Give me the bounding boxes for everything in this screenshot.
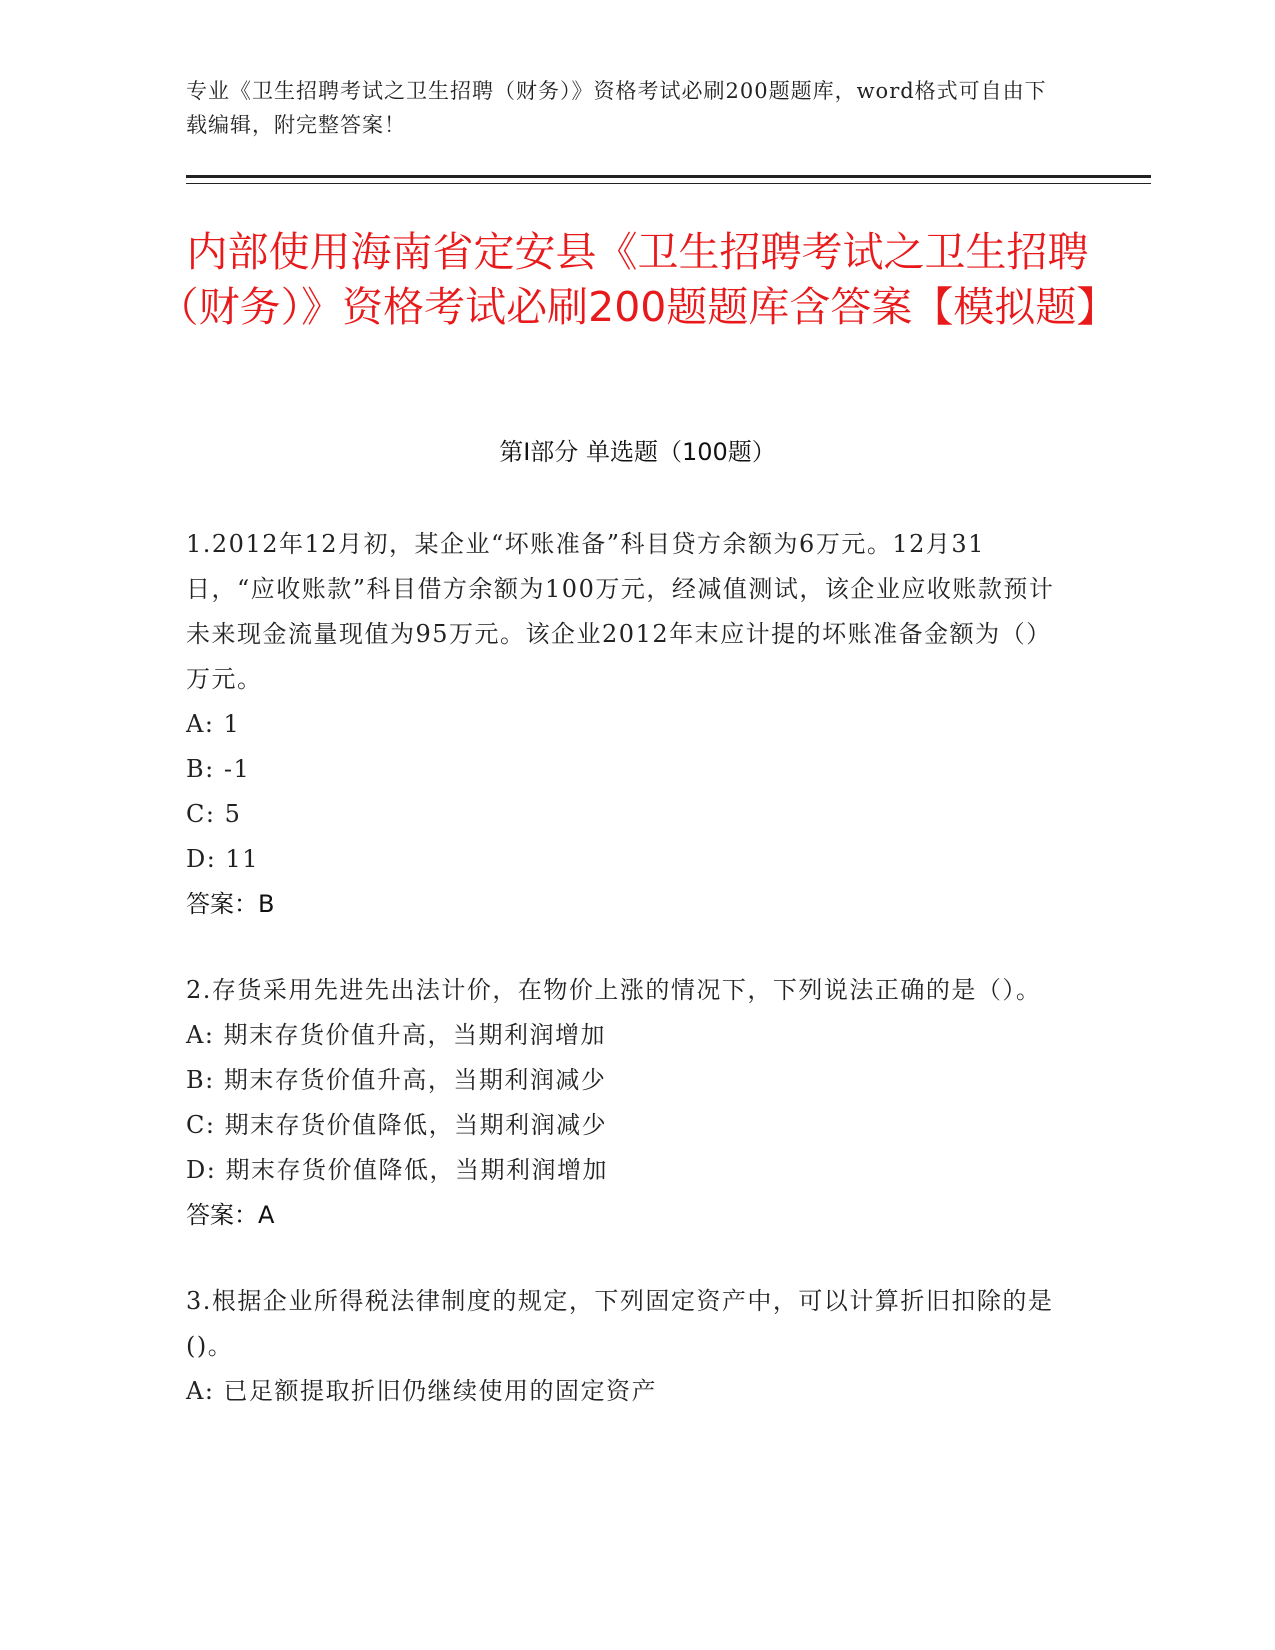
question-3 bbox=[186, 1279, 1066, 1414]
option-d: D: 期末存货价值降低，当期利润增加 bbox=[186, 1156, 608, 1184]
option-b: B: -1 bbox=[186, 755, 251, 783]
question-spacer bbox=[186, 1238, 1066, 1279]
question-stem: 3.根据企业所得税法律制度的规定，下列固定资产中，可以计算折旧扣除的是()。 bbox=[186, 1287, 1054, 1360]
header-rule-thin bbox=[186, 183, 1151, 184]
answer-line: 答案：A bbox=[186, 1201, 275, 1229]
header-rule-thick bbox=[186, 175, 1151, 178]
option-a: A: 1 bbox=[186, 710, 241, 738]
option-a: A: 期末存货价值升高，当期利润增加 bbox=[186, 1021, 607, 1049]
option-d: D: 11 bbox=[186, 845, 259, 873]
option-c: C: 期末存货价值降低，当期利润减少 bbox=[186, 1111, 608, 1139]
option-c: C: 5 bbox=[186, 800, 242, 828]
question-1 bbox=[186, 522, 1066, 927]
option-b: B: 期末存货价值升高，当期利润减少 bbox=[186, 1066, 607, 1094]
header-note: 专业《卫生招聘考试之卫生招聘（财务）》资格考试必刷200题题库，word格式可自由下载编辑，附完整答案！ bbox=[186, 79, 1047, 137]
question-spacer bbox=[186, 927, 1066, 968]
section-heading: 第I部分 单选题（100题） bbox=[499, 438, 776, 466]
answer-line: 答案：B bbox=[186, 890, 275, 918]
question-list bbox=[186, 522, 1066, 1414]
question-stem: 1.2012年12月初，某企业“坏账准备”科目贷方余额为6万元。12月31日，“应收账款”科目借方余额为100万元，经减值测试，该企业应收账款预计未来现金流量现值为95万元。该企业2012年末应计提的坏账准备金额为（）万元。 bbox=[186, 530, 1055, 693]
question-stem: 2.存货采用先进先出法计价，在物价上涨的情况下，下列说法正确的是（）。 bbox=[186, 976, 1042, 1004]
document-title: 内部使用海南省定安县《卫生招聘考试之卫生招聘（财务）》资格考试必刷200题题库含答案【模拟题】 bbox=[157, 228, 1118, 331]
option-a: A: 已足额提取折旧仍继续使用的固定资产 bbox=[186, 1377, 658, 1405]
question-2 bbox=[186, 968, 1066, 1238]
